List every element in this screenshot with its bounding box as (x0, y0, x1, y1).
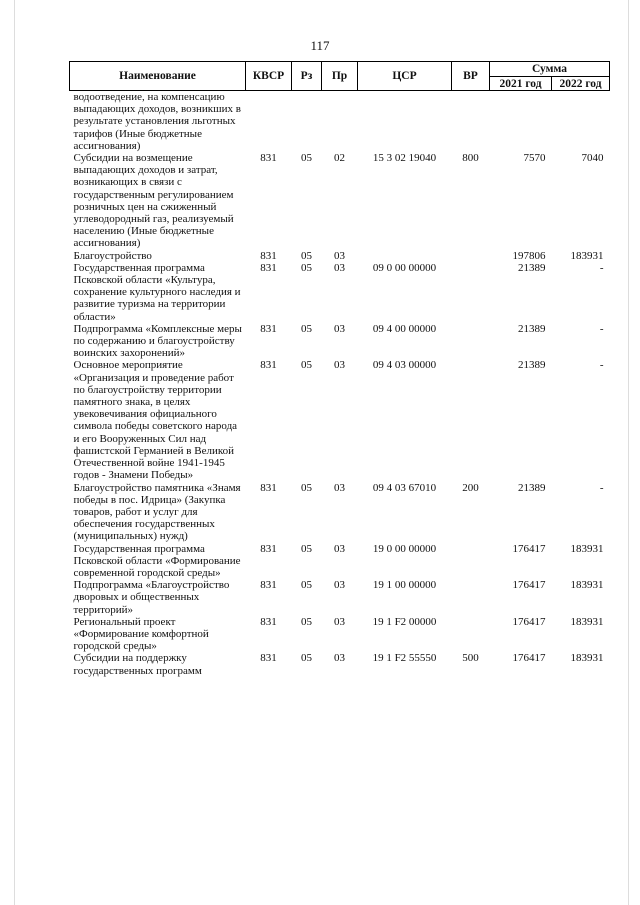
cell-name: Благоустройство памятника «Знамя победы в пос. Идрица» (Закупка товаров, работ и услуг для обеспечения государственных (муниципальных) нужд) (73, 481, 241, 543)
header-rz: Рз (292, 62, 322, 91)
cell-rz: 05 (301, 579, 312, 592)
cell-sum-2022: 183931 (570, 579, 604, 592)
cell-rz: 05 (301, 652, 312, 665)
cell-kvsr: 831 (260, 152, 277, 165)
table-row (70, 323, 610, 360)
cell-sum-2022 (552, 91, 610, 153)
cell-rz: 05 (301, 152, 312, 165)
table-row (70, 359, 610, 481)
cell-pr: 03 (334, 359, 345, 372)
header-2021: 2021 год (490, 77, 552, 91)
cell-name: Государственная программа Псковской области «Формирование современной городской среды» (73, 542, 241, 579)
cell-kvsr: 831 (260, 261, 277, 274)
header-vr: ВР (452, 62, 490, 91)
cell-name: Субсидии на возмещение выпадающих доходов и затрат, возникающих в связи с государственным регулированием розничных цен на сжиженный углеводородный газ, реализуемый населению (Иные бюджетные ассигнования) (73, 152, 234, 250)
cell-sum-2022: 183931 (570, 652, 604, 665)
cell-pr: 02 (334, 152, 345, 165)
cell-name: Субсидии на поддержку государственных программ (73, 652, 202, 677)
cell-kvsr: 831 (260, 359, 277, 372)
cell-sum-2022: 183931 (570, 249, 604, 262)
header-csr: ЦСР (358, 62, 452, 91)
cell-vr: 500 (462, 652, 479, 665)
cell-vr (452, 250, 490, 262)
cell-csr: 09 4 03 67010 (372, 481, 437, 494)
cell-vr (452, 616, 490, 653)
cell-vr (452, 91, 490, 153)
header-sum: Сумма (490, 62, 610, 77)
table-row (70, 543, 610, 580)
header-pr: Пр (322, 62, 358, 91)
cell-sum-2021: 176417 (512, 652, 546, 665)
cell-rz: 05 (301, 359, 312, 372)
table-row (70, 91, 610, 153)
header-kvsr: КВСР (246, 62, 292, 91)
cell-rz: 05 (301, 481, 312, 494)
cell-sum-2021: 21389 (518, 481, 546, 494)
cell-pr: 03 (334, 261, 345, 274)
cell-sum-2022: 7040 (581, 152, 604, 165)
cell-name: Подпрограмма «Благоустройство дворовых и общественных территорий» (73, 579, 230, 616)
table-row (70, 616, 610, 653)
cell-vr (452, 359, 490, 481)
table-row (70, 482, 610, 543)
cell-csr: 09 4 03 00000 (372, 359, 437, 372)
cell-rz: 05 (301, 261, 312, 274)
cell-rz: 05 (301, 249, 312, 262)
scan-edge-left (14, 0, 15, 905)
cell-csr (358, 250, 452, 262)
cell-kvsr: 831 (260, 322, 277, 335)
cell-sum-2021: 176417 (512, 542, 546, 555)
cell-rz (292, 91, 322, 153)
table-row (70, 579, 610, 616)
cell-sum-2021: 21389 (518, 261, 546, 274)
cell-sum-2022: - (599, 359, 604, 372)
cell-vr: 800 (462, 152, 479, 165)
cell-pr: 03 (334, 579, 345, 592)
cell-vr: 200 (462, 481, 479, 494)
cell-kvsr: 831 (260, 579, 277, 592)
cell-kvsr: 831 (260, 542, 277, 555)
cell-name: Основное мероприятие «Организация и проведение работ по благоустройству территории памятного знака, в целях увековечивания официального символа победы советского народа и его Вооруженных Сил над фашистской Германией в Великой Отечественной войне 1941-1945 годов - Знамени Победы» (73, 359, 238, 482)
cell-pr: 03 (334, 249, 345, 262)
cell-pr: 03 (334, 615, 345, 628)
table-body (70, 91, 610, 677)
cell-pr: 03 (334, 652, 345, 665)
cell-sum-2021: 21389 (518, 359, 546, 372)
cell-sum-2021 (490, 91, 552, 153)
cell-sum-2021: 176417 (512, 615, 546, 628)
header-name: Наименование (70, 62, 246, 91)
cell-csr: 19 0 00 00000 (372, 542, 437, 555)
cell-vr (452, 543, 490, 580)
cell-sum-2021: 21389 (518, 322, 546, 335)
cell-rz: 05 (301, 542, 312, 555)
cell-rz: 05 (301, 615, 312, 628)
cell-name: водоотведение, на компенсацию выпадающих доходов, возникших в результате установления льготных тарифов (Иные бюджетные ассигнования) (73, 91, 241, 152)
table-row (70, 262, 610, 323)
cell-name: Подпрограмма «Комплексные меры по содержанию и благоустройству воинских захоронений» (73, 322, 242, 360)
budget-table (69, 61, 610, 677)
cell-csr: 09 0 00 00000 (372, 261, 437, 274)
cell-sum-2021: 197806 (512, 249, 546, 262)
table-row (70, 652, 610, 676)
cell-csr: 19 1 00 00000 (372, 579, 437, 592)
cell-kvsr: 831 (260, 249, 277, 262)
cell-pr (322, 91, 358, 153)
cell-kvsr: 831 (260, 481, 277, 494)
cell-vr (452, 262, 490, 323)
cell-sum-2022: - (599, 261, 604, 274)
cell-csr: 19 1 F2 00000 (372, 615, 437, 628)
cell-kvsr (246, 91, 292, 153)
cell-kvsr: 831 (260, 652, 277, 665)
cell-sum-2022: 183931 (570, 542, 604, 555)
cell-pr: 03 (334, 542, 345, 555)
cell-name: Региональный проект «Формирование комфортной городской среды» (73, 615, 209, 653)
cell-pr: 03 (334, 322, 345, 335)
cell-sum-2022: - (599, 481, 604, 494)
cell-kvsr: 831 (260, 615, 277, 628)
cell-sum-2022: - (599, 322, 604, 335)
cell-name: Государственная программа Псковской области «Культура, сохранение культурного наследия и развитие туризма на территории области» (73, 261, 241, 323)
cell-csr: 09 4 00 00000 (372, 322, 437, 335)
page-number: 117 (310, 38, 330, 53)
cell-sum-2022: 183931 (570, 615, 604, 628)
cell-sum-2021: 7570 (523, 152, 546, 165)
table-row (70, 152, 610, 250)
scan-edge-right (628, 0, 629, 905)
cell-rz: 05 (301, 322, 312, 335)
cell-csr (358, 91, 452, 153)
cell-vr (452, 323, 490, 360)
cell-vr (452, 579, 490, 616)
table-row (70, 250, 610, 262)
header-2022: 2022 год (552, 77, 610, 91)
cell-csr: 15 3 02 19040 (372, 152, 437, 165)
cell-csr: 19 1 F2 55550 (372, 652, 437, 665)
cell-pr: 03 (334, 481, 345, 494)
table-header (70, 62, 610, 91)
cell-name: Благоустройство (73, 249, 152, 262)
cell-sum-2021: 176417 (512, 579, 546, 592)
